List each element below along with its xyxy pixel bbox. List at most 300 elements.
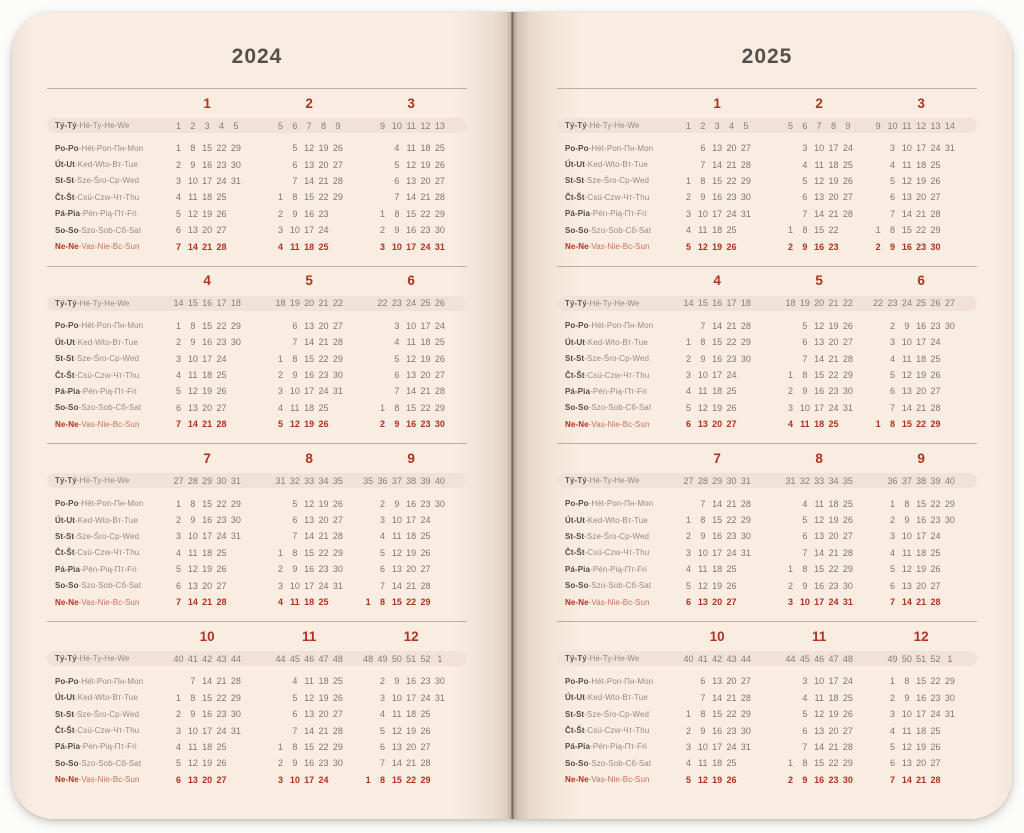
date-cell: 17 [814, 402, 825, 413]
date-cell: 5 [292, 692, 298, 703]
day-label-strong: Po-Po [55, 321, 79, 331]
date-cell: 22 [828, 758, 839, 769]
month-grid [667, 370, 753, 380]
day-label-strong: Út-Ut [55, 693, 76, 703]
date-cell: 25 [930, 353, 941, 364]
date-cell: 14 [187, 597, 198, 607]
date-cell: 12 [901, 564, 912, 575]
week-number-cell: 9 [845, 120, 851, 131]
day-row [557, 577, 977, 593]
date-cell: 23 [930, 320, 941, 331]
date-cell: 4 [889, 353, 895, 364]
week-number-cell: 35 [332, 475, 343, 486]
week-label [47, 476, 157, 485]
date-cell: 14 [304, 725, 315, 736]
date-cell: 26 [332, 143, 343, 154]
date-cell: 23 [216, 337, 227, 348]
date-cell [943, 726, 957, 736]
date-cell: 21 [726, 498, 737, 509]
date-cell: 29 [420, 597, 431, 607]
day-row [557, 755, 977, 771]
date-cell [943, 354, 957, 364]
date-cell: 17 [304, 774, 315, 785]
month-grid [157, 143, 243, 153]
date-cell: 30 [434, 419, 445, 430]
date-cell: 13 [187, 774, 198, 785]
week-number-cell [769, 298, 783, 308]
week-numbers-row [47, 118, 467, 133]
date-cell: 14 [712, 692, 723, 703]
date-cell: 1 [889, 676, 895, 687]
date-cell: 19 [828, 175, 839, 186]
date-cell [433, 531, 447, 541]
date-cell: 23 [216, 515, 227, 526]
date-cell: 25 [216, 192, 227, 203]
day-label [557, 499, 667, 508]
date-cell: 13 [814, 725, 825, 736]
day-label-rest: -Szo-Sob-Сб-Sat [588, 225, 652, 235]
week-number-cell: 13 [434, 120, 445, 131]
day-label [557, 677, 667, 686]
date-cell: 20 [202, 402, 213, 413]
month-cell [871, 273, 957, 288]
date-cell: 3 [379, 241, 385, 252]
week-number-cell: 18 [785, 298, 796, 309]
day-label [47, 516, 157, 525]
date-cell: 27 [216, 774, 227, 785]
calendar-section [557, 266, 977, 433]
date-cell [769, 693, 783, 703]
date-cell: 26 [726, 774, 737, 785]
month-grid [871, 597, 957, 607]
month-grid [769, 176, 855, 186]
month-grid [667, 337, 753, 347]
date-cell: 27 [332, 709, 343, 720]
date-cell [783, 709, 797, 719]
date-cell: 28 [740, 692, 751, 703]
date-cell: 10 [289, 386, 300, 397]
date-cell: 20 [202, 580, 213, 591]
date-cell: 3 [277, 225, 283, 236]
week-number-cell: 41 [187, 653, 198, 664]
month-grid [769, 548, 855, 558]
date-cell: 12 [391, 547, 402, 558]
date-cell: 11 [814, 498, 824, 509]
month-grid [157, 531, 243, 541]
day-row [47, 512, 467, 528]
date-cell [259, 531, 273, 541]
month-grid [361, 515, 447, 525]
date-cell: 26 [726, 241, 737, 252]
date-cell [259, 337, 273, 347]
date-cell [871, 354, 885, 364]
date-cell: 14 [814, 741, 825, 752]
date-cell: 8 [904, 498, 910, 509]
date-cell: 5 [802, 515, 808, 526]
day-label-rest: -Hét-Pon-Пн-Mon [588, 143, 654, 153]
date-cell: 4 [379, 709, 385, 720]
date-cell [739, 758, 753, 768]
month-grid [871, 499, 957, 509]
date-cell: 3 [802, 676, 808, 687]
month-grid [667, 758, 753, 768]
date-cell [229, 225, 243, 235]
day-label-rest: -Pén-Pią-Пт-Fri [590, 564, 647, 574]
day-row [47, 351, 467, 367]
month-grid [769, 531, 855, 541]
date-cell [157, 742, 171, 752]
date-cell: 7 [292, 531, 298, 542]
date-cell: 4 [802, 692, 808, 703]
planner-book [12, 12, 1012, 819]
date-cell: 24 [318, 580, 329, 591]
date-cell: 16 [814, 386, 825, 397]
week-number-cell: 48 [363, 653, 374, 664]
week-label-strong: Tý-Tý [565, 476, 587, 486]
month-grid [871, 209, 957, 219]
date-cell: 8 [190, 498, 196, 509]
date-cell: 8 [190, 692, 196, 703]
date-cell [259, 386, 273, 396]
date-cell: 14 [901, 402, 912, 413]
month-numbers-row [557, 448, 977, 468]
date-cell [229, 370, 243, 380]
date-cell: 2 [379, 419, 385, 430]
day-row [47, 577, 467, 593]
date-cell [943, 531, 957, 541]
date-cell: 24 [318, 225, 329, 236]
day-label-strong: St-St [55, 531, 75, 541]
date-cell: 11 [902, 353, 912, 364]
date-cell: 26 [842, 515, 853, 526]
date-cell: 29 [842, 758, 853, 769]
week-number-cell: 31 [230, 475, 241, 486]
date-cell: 25 [434, 337, 445, 348]
month-grid [259, 564, 345, 574]
date-cell [769, 548, 783, 558]
date-cell [667, 581, 681, 591]
week-number-cell: 16 [712, 298, 723, 309]
week-number-cell: 30 [216, 475, 227, 486]
date-cell: 6 [175, 402, 181, 413]
date-cell: 17 [712, 208, 723, 219]
date-cell: 1 [787, 225, 793, 236]
date-cell [943, 242, 957, 252]
month-number: 8 [305, 450, 313, 466]
date-cell: 2 [379, 676, 385, 687]
month-grid [667, 742, 753, 752]
month-grid [259, 515, 345, 525]
date-cell: 26 [434, 159, 445, 170]
day-label-rest: -Vas-Nie-Вс-Sun [78, 775, 140, 785]
day-row [47, 140, 467, 156]
date-cell [259, 499, 273, 509]
date-cell: 9 [700, 531, 706, 542]
date-cell: 19 [420, 159, 431, 170]
week-number-cell: 44 [275, 653, 286, 664]
month-grid [259, 531, 345, 541]
day-row [47, 416, 467, 432]
date-cell: 5 [685, 402, 691, 413]
week-label [47, 299, 157, 308]
date-cell: 14 [814, 547, 825, 558]
week-number-cell [157, 476, 171, 486]
date-cell: 23 [318, 208, 329, 219]
date-cell: 5 [802, 709, 808, 720]
day-label-rest: -Vas-Nie-Вс-Sun [588, 242, 650, 252]
date-cell: 25 [434, 143, 445, 154]
date-cell: 8 [379, 774, 385, 785]
date-cell: 5 [889, 370, 895, 381]
date-cell [871, 726, 885, 736]
date-cell [361, 209, 375, 219]
date-cell: 16 [712, 725, 723, 736]
month-grid [259, 476, 345, 486]
date-cell: 21 [828, 741, 839, 752]
date-cell: 20 [406, 741, 417, 752]
date-cell [769, 225, 783, 235]
date-cell: 3 [685, 547, 691, 558]
date-cell: 24 [930, 143, 941, 154]
week-number-cell: 22 [377, 298, 388, 309]
date-cell [871, 693, 885, 703]
month-grid [259, 581, 345, 591]
date-cell: 6 [175, 225, 181, 236]
date-cell: 28 [332, 725, 343, 736]
week-number-cell: 24 [901, 298, 912, 309]
date-cell: 27 [216, 225, 227, 236]
date-cell: 3 [889, 709, 895, 720]
date-cell [871, 499, 885, 509]
date-cell: 1 [685, 175, 691, 186]
date-cell: 19 [916, 741, 927, 752]
date-cell: 21 [318, 725, 329, 736]
date-cell: 16 [406, 225, 417, 236]
date-cell [361, 581, 375, 591]
date-cell: 31 [230, 531, 241, 542]
date-cell: 20 [318, 709, 329, 720]
day-label-rest: -Hét-Pon-Пн-Mon [78, 676, 144, 686]
date-cell: 18 [420, 337, 431, 348]
month-grid [667, 548, 753, 558]
date-cell: 7 [889, 402, 895, 413]
date-cell [361, 403, 375, 413]
month-cell [361, 96, 447, 111]
date-cell: 15 [916, 498, 927, 509]
date-cell: 10 [697, 370, 708, 381]
date-cell: 6 [292, 320, 298, 331]
date-cell: 11 [698, 225, 708, 236]
date-cell: 8 [889, 225, 895, 236]
month-grid [667, 581, 753, 591]
date-cell: 26 [216, 386, 227, 397]
date-cell [361, 337, 375, 347]
day-row [557, 545, 977, 561]
date-cell [157, 160, 171, 170]
month-grid [871, 121, 957, 131]
date-cell: 21 [420, 386, 431, 397]
date-cell: 27 [842, 531, 853, 542]
day-label-strong: Čt-Št [565, 726, 585, 736]
week-number-cell: 43 [726, 653, 737, 664]
date-cell: 21 [828, 208, 839, 219]
day-label-strong: Ne-Ne [55, 775, 79, 785]
month-grid [157, 160, 243, 170]
date-cell: 25 [318, 402, 329, 413]
date-cell [783, 531, 797, 541]
week-number-cell: 9 [335, 120, 341, 131]
date-cell: 22 [828, 225, 839, 236]
date-cell: 11 [800, 419, 810, 430]
date-cell: 16 [202, 709, 213, 720]
week-label [47, 121, 157, 130]
date-cell: 22 [916, 419, 927, 430]
week-number-cell: 17 [216, 298, 227, 309]
date-cell [769, 386, 783, 396]
day-label [47, 565, 157, 574]
date-cell: 3 [802, 143, 808, 154]
month-grid [361, 476, 447, 486]
date-cell: 17 [202, 353, 213, 364]
month-grid [871, 726, 957, 736]
date-cell [769, 354, 783, 364]
date-cell: 11 [188, 741, 198, 752]
week-number-cell [361, 298, 375, 308]
date-cell: 3 [175, 175, 181, 186]
date-cell [433, 775, 447, 785]
day-label [47, 144, 157, 153]
date-cell: 24 [434, 320, 445, 331]
date-cell [667, 143, 681, 153]
date-cell: 26 [216, 758, 227, 769]
week-number-cell: 34 [318, 475, 329, 486]
date-cell: 13 [901, 580, 912, 591]
date-cell [361, 419, 375, 429]
month-grid [871, 242, 957, 252]
month-grid [871, 581, 957, 591]
date-cell: 10 [799, 597, 810, 607]
date-cell: 23 [726, 192, 737, 203]
date-cell [157, 176, 171, 186]
date-cell [943, 370, 957, 380]
date-cell [157, 354, 171, 364]
date-cell: 5 [802, 320, 808, 331]
date-cell: 5 [292, 143, 298, 154]
week-number-cell: 14 [173, 298, 184, 309]
month-cell [157, 96, 243, 111]
date-cell: 31 [842, 402, 853, 413]
month-grid [871, 676, 957, 686]
date-cell: 8 [802, 370, 808, 381]
date-cell: 6 [802, 192, 808, 203]
date-cell: 13 [697, 419, 708, 430]
date-cell [943, 337, 957, 347]
date-cell: 8 [394, 208, 400, 219]
month-grid [769, 242, 855, 252]
date-cell: 5 [889, 564, 895, 575]
month-grid [769, 337, 855, 347]
month-grid [667, 476, 753, 486]
date-cell: 22 [216, 143, 227, 154]
date-cell: 1 [277, 547, 283, 558]
date-cell [841, 242, 855, 252]
date-cell: 11 [290, 597, 300, 607]
date-cell: 8 [700, 515, 706, 526]
day-label [557, 565, 667, 574]
date-cell [259, 564, 273, 574]
day-label [557, 338, 667, 347]
date-cell: 11 [392, 709, 402, 720]
date-cell [157, 597, 171, 607]
date-cell: 3 [394, 320, 400, 331]
date-cell: 19 [318, 143, 329, 154]
date-cell: 4 [685, 225, 691, 236]
week-number-cell: 43 [216, 653, 227, 664]
month-grid [871, 403, 957, 413]
date-cell [681, 321, 695, 331]
month-cell [157, 451, 243, 466]
month-grid [769, 709, 855, 719]
date-cell: 12 [187, 386, 198, 397]
date-cell [171, 676, 185, 686]
date-cell [273, 515, 287, 525]
date-cell: 1 [175, 498, 181, 509]
week-label-strong: Tý-Tý [565, 121, 587, 130]
day-label-strong: Čt-Št [55, 548, 75, 558]
month-number: 3 [917, 95, 925, 111]
date-cell: 20 [420, 370, 431, 381]
week-number-cell: 28 [697, 475, 708, 486]
date-cell: 15 [712, 175, 723, 186]
date-cell: 9 [700, 353, 706, 364]
month-grid [667, 242, 753, 252]
month-grid [769, 564, 855, 574]
date-cell: 27 [420, 741, 431, 752]
day-label [47, 160, 157, 169]
date-cell [375, 176, 389, 186]
month-grid [361, 531, 447, 541]
date-cell: 9 [700, 725, 706, 736]
week-number-cell: 34 [828, 475, 839, 486]
week-number-cell: 2 [190, 120, 196, 131]
date-cell: 13 [391, 564, 402, 575]
date-cell: 27 [726, 597, 737, 607]
date-cell [361, 531, 375, 541]
week-number-cell: 6 [802, 120, 808, 131]
month-grid [667, 726, 753, 736]
date-cell: 9 [700, 192, 706, 203]
date-cell [667, 709, 681, 719]
date-cell: 21 [916, 597, 927, 607]
month-numbers-row [47, 93, 467, 113]
day-label-strong: Ne-Ne [55, 419, 79, 429]
date-cell [871, 386, 885, 396]
month-grid [871, 564, 957, 574]
date-cell [739, 386, 753, 396]
date-cell [157, 419, 171, 429]
week-number-cell: 9 [875, 120, 881, 131]
date-cell [769, 337, 783, 347]
date-cell: 22 [726, 515, 737, 526]
date-cell: 22 [318, 741, 329, 752]
date-cell: 24 [842, 676, 853, 687]
date-cell: 10 [901, 143, 912, 154]
date-cell [681, 143, 695, 153]
date-cell: 9 [802, 386, 808, 397]
day-label [47, 532, 157, 541]
week-number-cell [361, 121, 375, 131]
date-cell: 27 [216, 402, 227, 413]
